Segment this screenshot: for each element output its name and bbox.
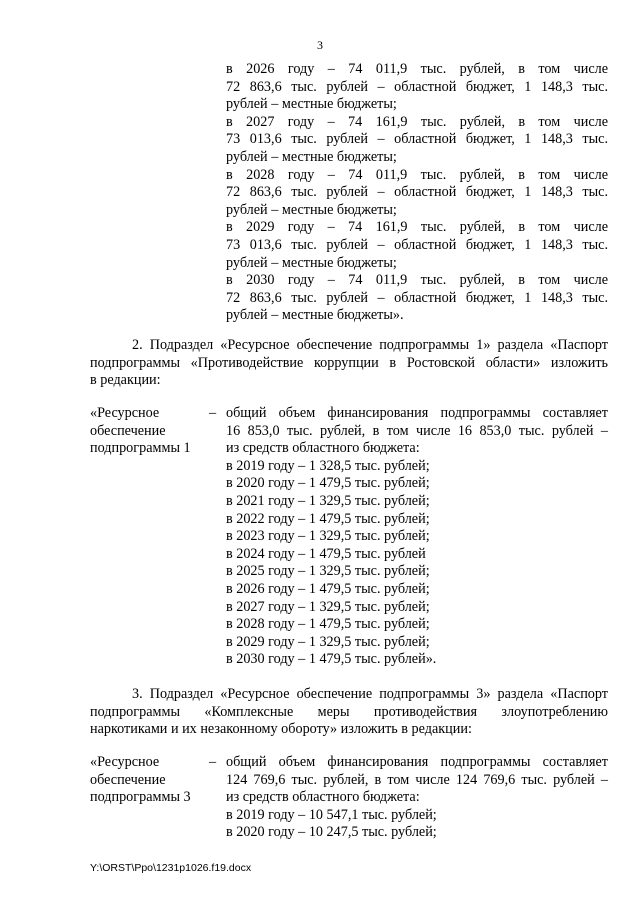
- text-line: рублей – местные бюджеты;: [226, 254, 397, 271]
- text-line: из средств областного бюджета:: [226, 789, 420, 806]
- resource-description: [226, 754, 608, 842]
- year-amount: в 2020 году – 10 247,5 тыс. рублей;: [226, 824, 437, 841]
- text-line: 72 863,6 тыс. рублей – областной бюджет, 1 148,3 тыс.: [226, 289, 608, 306]
- text-line: в 2027 году – 74 161,9 тыс. рублей, в том числе: [226, 113, 608, 130]
- resource-description: [226, 405, 608, 669]
- text-line: общий объем финансирования подпрограммы составляет: [226, 754, 608, 770]
- text-line: «Ресурсное: [90, 405, 160, 421]
- text-line: общий объем финансирования подпрограммы составляет: [226, 405, 608, 421]
- year-amount: в 2024 году – 1 479,5 тыс. рублей: [226, 545, 426, 562]
- resource-label: [90, 754, 210, 807]
- budget-by-year-continuation: [226, 61, 608, 325]
- dash-separator: –: [209, 754, 217, 770]
- text-line: 72 863,6 тыс. рублей – областной бюджет, 1 148,3 тыс.: [226, 78, 608, 95]
- text-line: 73 013,6 тыс. рублей – областной бюджет, 1 148,3 тыс.: [226, 131, 608, 148]
- text-line: из средств областного бюджета:: [226, 440, 420, 457]
- year-amount: в 2030 году – 1 479,5 тыс. рублей».: [226, 651, 437, 668]
- text-line: обеспечение: [90, 422, 166, 439]
- text-line: «Ресурсное: [90, 754, 160, 770]
- text-line: подпрограммы 1: [90, 440, 191, 457]
- year-amount: в 2027 году – 1 329,5 тыс. рублей;: [226, 598, 430, 615]
- text-line: в 2028 году – 74 011,9 тыс. рублей, в том числе: [226, 166, 608, 183]
- file-path-footer: Y:\ORST\Ppo\1231p1026.f19.docx: [90, 862, 252, 874]
- text-line: рублей – местные бюджеты;: [226, 148, 397, 165]
- year-amount: в 2025 году – 1 329,5 тыс. рублей;: [226, 563, 430, 580]
- text-line: в 2029 году – 74 161,9 тыс. рублей, в том числе: [226, 219, 608, 236]
- section-2-paragraph: [90, 337, 608, 390]
- text-line: подпрограммы «Противодействие коррупции в Ростовской области» изложить: [90, 354, 608, 371]
- year-amount: в 2029 году – 1 329,5 тыс. рублей;: [226, 633, 430, 650]
- resource-label: [90, 405, 210, 458]
- text-line: в 2026 году – 74 011,9 тыс. рублей, в том числе: [226, 61, 608, 77]
- text-line: 3. Подраздел «Ресурсное обеспечение подпрограммы 3» раздела «Паспорт: [132, 686, 608, 702]
- text-line: обеспечение: [90, 771, 166, 788]
- text-line: 72 863,6 тыс. рублей – областной бюджет, 1 148,3 тыс.: [226, 184, 608, 201]
- text-line: подпрограммы 3: [90, 789, 191, 806]
- text-line: рублей – местные бюджеты».: [226, 307, 404, 324]
- text-line: 73 013,6 тыс. рублей – областной бюджет, 1 148,3 тыс.: [226, 236, 608, 253]
- text-line: в 2030 году – 74 011,9 тыс. рублей, в том числе: [226, 272, 608, 289]
- text-line: 2. Подраздел «Ресурсное обеспечение подпрограммы 1» раздела «Паспорт: [132, 337, 608, 353]
- year-amount: в 2022 году – 1 479,5 тыс. рублей;: [226, 510, 430, 527]
- text-line: 16 853,0 тыс. рублей, в том числе 16 853,0 тыс. рублей –: [226, 422, 608, 439]
- year-amount: в 2021 году – 1 329,5 тыс. рублей;: [226, 492, 430, 509]
- year-amount: в 2028 году – 1 479,5 тыс. рублей;: [226, 616, 430, 633]
- text-line: рублей – местные бюджеты;: [226, 96, 397, 113]
- text-line: подпрограммы «Комплексные меры противодействия злоупотреблению: [90, 703, 608, 720]
- year-amount: в 2026 году – 1 479,5 тыс. рублей;: [226, 580, 430, 597]
- year-amount: в 2020 году – 1 479,5 тыс. рублей;: [226, 475, 430, 492]
- text-line: в редакции:: [90, 372, 161, 389]
- text-line: 124 769,6 тыс. рублей, в том числе 124 769,6 тыс. рублей –: [226, 771, 608, 788]
- year-amount: в 2023 году – 1 329,5 тыс. рублей;: [226, 528, 430, 545]
- dash-separator: –: [209, 405, 217, 421]
- year-amount: в 2019 году – 1 328,5 тыс. рублей;: [226, 457, 430, 474]
- section-3-paragraph: [90, 686, 608, 739]
- text-line: наркотиками и их незаконному обороту» изложить в редакции:: [90, 721, 472, 738]
- year-amount: в 2019 году – 10 547,1 тыс. рублей;: [226, 806, 437, 823]
- text-line: рублей – местные бюджеты;: [226, 201, 397, 218]
- page-number: 3: [317, 38, 323, 52]
